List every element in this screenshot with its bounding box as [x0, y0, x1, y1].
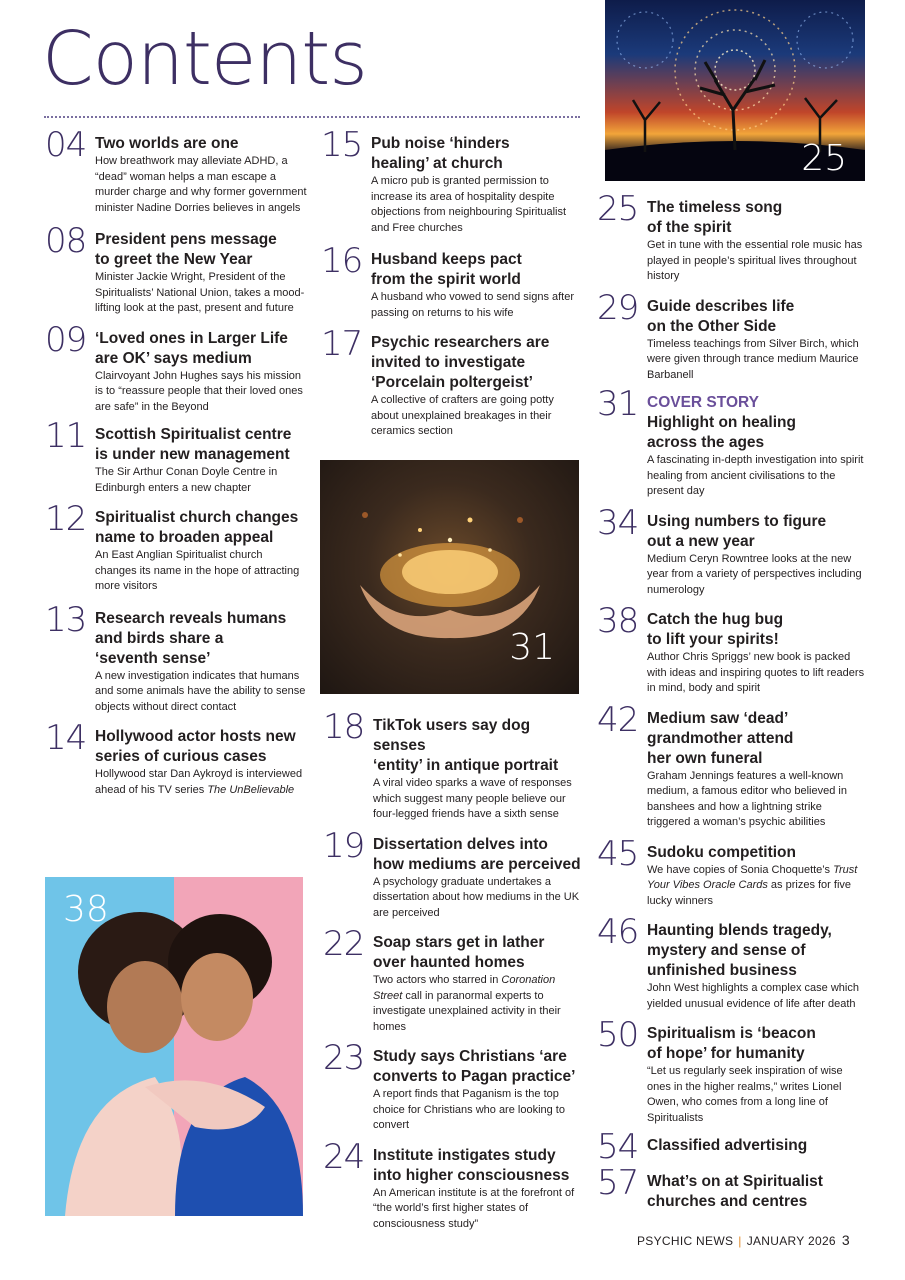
contents-entry[interactable]: [597, 502, 867, 599]
entry-description-text: Clairvoyant John Hughes says his mission is to “reassure people that their loved ones are safe” in the Beyond: [95, 369, 303, 413]
entry-description-text: Hollywood star Dan Aykroyd is interviewed ahead of his TV series: [95, 768, 303, 796]
entry-body: [647, 1018, 867, 1126]
entry-description: [647, 337, 867, 384]
entry-body: [95, 323, 307, 416]
cover-story-label: COVER STORY: [647, 394, 759, 411]
entry-page-number: 17: [321, 324, 363, 364]
title-divider: [44, 116, 580, 118]
entry-body: [373, 829, 585, 922]
entry-headline: ‘seventh sense’: [95, 649, 211, 667]
contents-entry[interactable]: [597, 384, 867, 500]
entry-description: [95, 154, 307, 216]
entry-description-text: A report finds that Paganism is the top choice for Christians who are looking to convert: [373, 1088, 565, 1131]
entry-description-text: Two actors who starred in: [373, 974, 499, 986]
entry-description-text: A fascinating in-depth investigation into spirit healing from ancient civilisations to the present day: [647, 454, 864, 497]
entry-page-number: 13: [45, 599, 87, 640]
entry-description: [95, 669, 307, 716]
entry-body: [95, 419, 307, 496]
entry-headline: Hollywood actor hosts new: [95, 728, 296, 745]
entry-body: [95, 502, 307, 595]
entry-page-number: 12: [45, 499, 87, 539]
entry-page-number: 23: [323, 1038, 365, 1078]
entry-page-number: 25: [597, 189, 639, 229]
page-title: Contents: [42, 16, 367, 102]
contents-entry[interactable]: [323, 1136, 585, 1233]
entry-description-italic: Coronation Street: [373, 974, 556, 1002]
contents-entry[interactable]: [597, 1127, 867, 1167]
contents-entry[interactable]: [597, 287, 867, 384]
entry-page-number: 45: [597, 833, 639, 874]
entry-headline: Research reveals humans: [95, 609, 287, 627]
entry-headline: Study says Christians ‘are: [373, 1048, 567, 1065]
contents-entry[interactable]: [321, 125, 583, 236]
contents-entry[interactable]: [597, 189, 867, 285]
entry-headline: ‘Porcelain poltergeist’: [371, 374, 533, 391]
entry-headline: What’s on at Spiritualist: [647, 1173, 823, 1190]
entry-headline: Psychic researchers are: [371, 334, 550, 351]
entry-headline: to lift your spirits!: [647, 631, 779, 648]
entry-body: [647, 387, 867, 500]
entry-description-text: How breathwork may alleviate ADHD, a “dead” woman helps a man escape a murder charge and why former government minister Nadine Dorries believes in angels: [95, 155, 307, 214]
entry-description: [647, 1064, 867, 1126]
entry-description-text: The Sir Arthur Conan Doyle Centre in Edinburgh enters a new chapter: [95, 466, 278, 494]
entry-page-number: 42: [597, 699, 639, 740]
contents-entry[interactable]: [597, 833, 867, 910]
entry-description: [647, 238, 867, 285]
entry-headline: out a new year: [647, 532, 755, 550]
entry-description: [371, 393, 583, 440]
entry-page-number: 15: [321, 125, 363, 165]
entry-headline: Sudoku competition: [647, 843, 796, 861]
entry-page-number: 18: [323, 707, 365, 747]
entry-description-text: A psychology graduate undertakes a dissertation about how mediums in the UK are perceived: [373, 875, 580, 919]
entry-body: [373, 927, 585, 1035]
entry-headline: Dissertation delves into: [373, 835, 548, 853]
entry-headline: grandmother attend: [647, 729, 794, 747]
entry-headline: invited to investigate: [371, 354, 526, 371]
entry-body: [373, 1041, 585, 1134]
entry-description: [371, 290, 583, 321]
entry-body: [373, 710, 585, 823]
entry-headline: her own funeral: [647, 749, 763, 767]
entry-headline: Scottish Spiritualist centre: [95, 426, 292, 443]
entry-body: [95, 603, 307, 716]
entry-body: [647, 837, 867, 910]
entry-description-text: We have copies of Sonia Choquette’s: [647, 863, 831, 876]
contents-entry[interactable]: [597, 1163, 867, 1212]
entry-description-text: A collective of crafters are going potty about unexplained breakages in their ceramics section: [371, 394, 554, 437]
entry-description: [95, 369, 307, 416]
entry-headline: Spiritualist church changes: [95, 509, 299, 526]
entry-description: [647, 453, 867, 500]
entry-description-text: A new investigation indicates that humans and some animals have the ability to sense objects without direct contact: [95, 669, 306, 713]
hugging-couple-image[interactable]: [45, 877, 303, 1216]
entry-headline: Pub noise ‘hinders: [371, 135, 510, 152]
entry-headline: The timeless song: [647, 199, 783, 216]
entry-headline: how mediums are perceived: [373, 855, 581, 873]
footer-separator: |: [738, 1234, 742, 1248]
entry-description-text: “Let us regularly seek inspiration of wise ones in the higher realms,” writes Lionel Owen, who comes from a long line of Spiritualists: [647, 1065, 843, 1124]
entry-headline: Guide describes life: [647, 297, 795, 315]
entry-description-text: A micro pub is granted permission to increase its area of hospitality despite objections from neighbouring Spiritualist and Free churches: [371, 175, 567, 234]
contents-column-right: [597, 189, 867, 1212]
entry-page-number: 46: [597, 912, 639, 952]
entry-page-number: 31: [597, 384, 639, 424]
entry-page-number: 11: [45, 416, 87, 456]
entry-description-text: as prizes for five lucky winners: [647, 879, 852, 907]
page-footer: [637, 1232, 850, 1248]
entry-headline: Spiritualism is ‘beacon: [647, 1025, 816, 1042]
entry-description: [371, 174, 583, 236]
entry-headline: across the ages: [647, 434, 765, 451]
contents-entry[interactable]: [45, 416, 307, 496]
entry-headline: from the spirit world: [371, 271, 521, 288]
contents-entry[interactable]: [323, 924, 585, 1035]
entry-description-italic: Trust Your Vibes Oracle Cards: [647, 863, 858, 891]
entry-description-text: Get in tune with the essential role music has played in people’s spiritual lives throughout history: [647, 239, 863, 282]
entry-body: [371, 327, 583, 440]
entry-headline: unfinished business: [647, 962, 797, 979]
contents-entry[interactable]: [321, 241, 583, 321]
contents-entry[interactable]: [45, 319, 307, 416]
entry-body: [647, 915, 867, 1012]
entry-headline: Medium saw ‘dead’: [647, 709, 789, 727]
image-page-number: 25: [801, 138, 847, 179]
entry-description: [647, 552, 867, 599]
footer-publication: PSYCHIC NEWS: [636, 1234, 734, 1248]
entry-headline: Husband keeps pact: [371, 251, 522, 268]
entry-page-number: 50: [597, 1015, 639, 1055]
entry-description: [95, 767, 307, 798]
contents-column-middle-top: [321, 125, 583, 440]
entry-headline: ‘entity’ in antique portrait: [373, 757, 559, 774]
contents-entry[interactable]: [45, 221, 307, 317]
entry-description-text: A viral video sparks a wave of responses which suggest many people believe our four-legged friends have a sixth sense: [373, 777, 572, 820]
entry-description: [647, 863, 867, 910]
entry-body: [647, 506, 867, 599]
entry-page-number: 04: [45, 125, 87, 165]
entry-description-text: An East Anglian Spiritualist church changes its name in the hope of attracting more visitors: [95, 549, 300, 592]
contents-entry[interactable]: [323, 1038, 585, 1134]
entry-body: [647, 291, 867, 384]
entry-headline: name to broaden appeal: [95, 529, 274, 546]
entry-headline: Highlight on healing: [647, 414, 796, 431]
entry-page-number: 29: [597, 287, 639, 328]
entry-body: [647, 604, 867, 697]
entry-page-number: 14: [45, 718, 87, 758]
footer-date: JANUARY 2026: [746, 1234, 836, 1248]
entry-headline: Haunting blends tragedy,: [647, 922, 832, 939]
entry-body: [647, 703, 867, 831]
image-page-number: 38: [63, 889, 109, 930]
entry-headline: Using numbers to figure: [647, 512, 827, 530]
entry-headline: into higher consciousness: [373, 1166, 570, 1184]
entry-headline: Catch the hug bug: [647, 611, 784, 628]
entry-page-number: 08: [45, 221, 87, 261]
entry-description-italic: The UnBelievable: [207, 783, 295, 796]
entry-headline: Classified advertising: [647, 1137, 808, 1154]
entry-headline: converts to Pagan practice’: [373, 1068, 576, 1085]
entry-headline: to greet the New Year: [95, 251, 253, 268]
entry-page-number: 22: [323, 924, 365, 964]
entry-body: [647, 1166, 867, 1212]
entry-body: [647, 192, 867, 285]
entry-description-text: Timeless teachings from Silver Birch, which were given through trance medium Maurice Barbanell: [647, 337, 859, 381]
entry-description-text: Minister Jackie Wright, President of the Spiritualists’ National Union, takes a mood-lifting look at the past, present and future: [95, 271, 305, 314]
contents-entry[interactable]: [597, 912, 867, 1012]
entry-headline: churches and centres: [647, 1193, 808, 1210]
entry-page-number: 09: [45, 319, 87, 360]
entry-description: [373, 973, 585, 1035]
contents-entry[interactable]: [597, 699, 867, 831]
entry-description: [373, 776, 585, 823]
entry-headline: TikTok users say dog senses: [373, 717, 531, 754]
entry-headline: of hope’ for humanity: [647, 1045, 805, 1062]
entry-headline: series of curious cases: [95, 748, 267, 765]
entry-headline: mystery and sense of: [647, 942, 806, 959]
entry-page-number: 38: [597, 601, 639, 641]
entry-description-text: John West highlights a complex case which yielded unusual evidence of life after death: [647, 982, 859, 1010]
entry-headline: Two worlds are one: [95, 135, 239, 152]
entry-description: [373, 875, 585, 922]
entry-body: [95, 721, 307, 798]
entry-description-text: Graham Jennings features a well-known medium, a famous editor who believed in banshees and how a lightning strike triggered a woman’s psychic abilities: [647, 769, 847, 828]
entry-headline: ‘Loved ones in Larger Life: [95, 329, 288, 347]
contents-entry[interactable]: [45, 125, 307, 216]
entry-description-text: Medium Ceryn Rowntree looks at the new year from a variety of perspectives including numerology: [647, 552, 862, 596]
glowing-hands-image[interactable]: [320, 460, 579, 694]
entry-page-number: 34: [597, 502, 639, 543]
footer-page-number: 3: [841, 1232, 850, 1248]
entry-description-text: Author Chris Spriggs’ new book is packed with ideas and inspiring quotes to lift readers in mind, body and spirit: [647, 651, 865, 694]
entry-headline: President pens message: [95, 231, 277, 248]
contents-entry[interactable]: [323, 825, 585, 922]
night-tree-image[interactable]: [605, 0, 865, 181]
entry-headline: are OK’ says medium: [95, 349, 252, 367]
entry-description: [95, 465, 307, 496]
entry-description: [95, 548, 307, 595]
entry-description: [373, 1186, 585, 1233]
entry-headline: of the spirit: [647, 219, 732, 236]
entry-headline: and birds share a: [95, 629, 224, 647]
contents-column-left: [45, 125, 307, 798]
entry-headline: is under new management: [95, 446, 290, 463]
entry-description: [647, 769, 867, 831]
contents-entry[interactable]: [323, 707, 585, 823]
contents-entry[interactable]: [45, 599, 307, 716]
entry-description: [373, 1087, 585, 1134]
contents-entry[interactable]: [45, 499, 307, 595]
entry-body: [371, 128, 583, 236]
entry-description: [647, 981, 867, 1012]
entry-body: [95, 224, 307, 317]
contents-entry[interactable]: [45, 718, 307, 798]
entry-body: [647, 1130, 867, 1156]
entry-page-number: 24: [323, 1136, 365, 1177]
entry-headline: over haunted homes: [373, 954, 525, 971]
image-page-number: 31: [509, 627, 555, 668]
entry-description-text: A husband who vowed to send signs after passing on returns to his wife: [371, 291, 575, 319]
contents-entry[interactable]: [597, 601, 867, 697]
entry-body: [373, 1140, 585, 1233]
entry-headline: healing’ at church: [371, 155, 503, 172]
entry-description: [647, 650, 867, 697]
entry-description: [95, 270, 307, 317]
entry-page-number: 16: [321, 241, 363, 281]
entry-description-text: An American institute is at the forefront of “the world’s first higher states of consciousness study”: [373, 1186, 575, 1230]
entry-page-number: 19: [323, 825, 365, 866]
entry-page-number: 54: [597, 1127, 639, 1167]
contents-entry[interactable]: [321, 324, 583, 440]
entry-headline: Soap stars get in lather: [373, 934, 545, 951]
entry-body: [95, 128, 307, 216]
entry-headline: Institute instigates study: [373, 1146, 556, 1164]
contents-column-middle-bottom: [323, 707, 585, 1232]
entry-page-number: 57: [597, 1163, 639, 1203]
entry-headline: on the Other Side: [647, 317, 777, 335]
entry-description-text: call in paranormal experts to investigate unexplained activity in their homes: [373, 989, 561, 1033]
entry-body: [371, 244, 583, 321]
contents-entry[interactable]: [597, 1015, 867, 1126]
